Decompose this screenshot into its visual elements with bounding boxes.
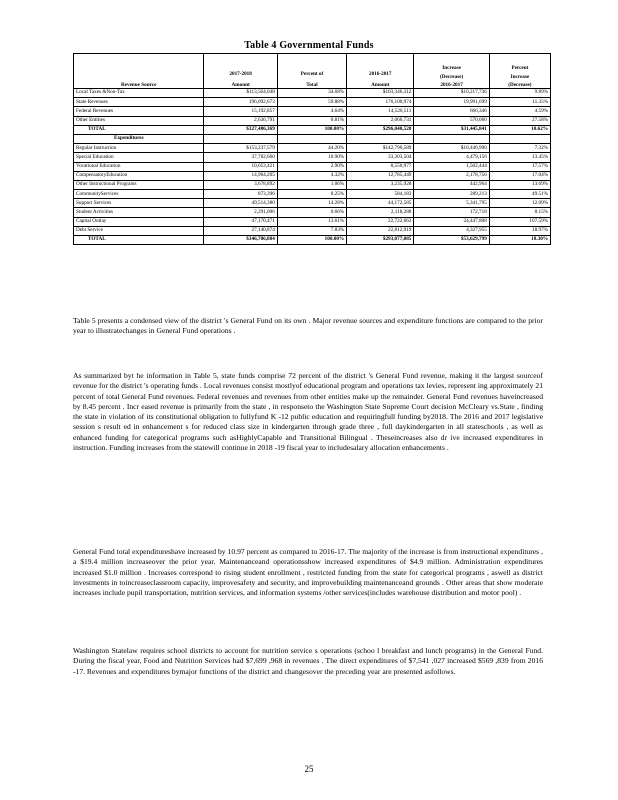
cell-change: 5,341,795 (414, 199, 489, 208)
cell-percent-change: 8.15% (489, 208, 550, 217)
cell-percent-change: 18.30% (489, 236, 550, 245)
cell-amount-2018: $153,237,579 (204, 144, 277, 153)
cell-label: Support Services (74, 199, 204, 208)
table-row (74, 107, 551, 116)
cell-percent-change: 4.59% (489, 107, 550, 116)
cell-amount-2017: 33,303,504 (347, 153, 414, 162)
table-row (74, 171, 551, 180)
cell-label: Other Instructional Programs (74, 180, 204, 189)
cell-label: Vocational Education (74, 162, 204, 171)
page-number: 25 (304, 764, 314, 774)
table-row (74, 144, 551, 153)
governmental-funds-table (73, 53, 551, 245)
cell-amount-2017: 176,100,974 (347, 98, 414, 107)
cell-percent: 100.00% (277, 125, 346, 134)
cell-percent-change: 27.58% (489, 116, 550, 125)
cell-percent-change: 10.62% (489, 125, 550, 134)
cell-label: Other Entities (74, 116, 204, 125)
paragraph-4: Washington Statelaw requires school districts to account for nutrition service s operations (schoo l breakfast and lunch programs) in the General Fund. During the fiscal year, Food and Nutrition Services had $7,699 ,968 in revenues . The direct expenditures of $7,541 ,027 increased $569 ,839 from 2016 -17. Revenues and expenditures bymajor functions of the district and changesover the preceding year are presented asfollows. (73, 646, 543, 676)
table-row (74, 217, 551, 226)
empty-cell (277, 134, 346, 143)
cell-amount-2018: 47,170,471 (204, 217, 277, 226)
table-row (74, 98, 551, 107)
cell-percent-change: 7.32% (489, 144, 550, 153)
cell-amount-2017: $142,790,589 (347, 144, 414, 153)
expenditures-heading-row (74, 134, 551, 143)
cell-amount-2017: 22,722,663 (347, 217, 414, 226)
table-row (74, 180, 551, 189)
cell-label: Capital Outlay (74, 217, 204, 226)
cell-percent: 0.25% (277, 190, 346, 199)
cell-amount-2018: 49,514,380 (204, 199, 277, 208)
cell-change: 570,060 (414, 116, 489, 125)
cell-change: $10,446,990 (414, 144, 489, 153)
expenditures-heading: Expenditures (74, 134, 204, 143)
cell-percent: 10.90% (277, 153, 346, 162)
cell-amount-2018: 2,636,791 (204, 116, 277, 125)
cell-percent: 0.66% (277, 208, 346, 217)
cell-amount-2018: $346,706,884 (204, 236, 277, 245)
cell-amount-2018: 37,782,660 (204, 153, 277, 162)
cell-change: 2,178,756 (414, 171, 489, 180)
table-row (74, 199, 551, 208)
cell-percent-change: 17.57% (489, 162, 550, 171)
cell-label: Debt Service (74, 226, 204, 235)
cell-amount-2017: $293,077,085 (347, 236, 414, 245)
cell-change: 19,991,699 (414, 98, 489, 107)
cell-change: 289,213 (414, 190, 489, 199)
cell-percent: 59.88% (277, 98, 346, 107)
cell-amount-2017: 2,066,731 (347, 116, 414, 125)
cell-amount-2017: 8,550,977 (347, 162, 414, 171)
header-percent-increase: Percent Increase (Decrease) (489, 54, 550, 89)
cell-label: Regular Instruction (74, 144, 204, 153)
cell-label: Special Education (74, 153, 204, 162)
revenue-total-row (74, 125, 551, 134)
table-row (74, 153, 551, 162)
cell-label: Student Activities (74, 208, 204, 217)
paragraph-1: Table 5 presents a condensed view of the district 's General Fund on its own . Major revenue sources and expenditure functions are compared to the prior year to illustratechanges in General Fund operations . (73, 316, 543, 336)
cell-amount-2018: $113,564,048 (204, 89, 277, 98)
expenditure-total-row (74, 236, 551, 245)
table-row (74, 116, 551, 125)
cell-label: Federal Revenues (74, 107, 204, 116)
cell-percent-change: 18.97% (489, 226, 550, 235)
cell-percent: 13.61% (277, 217, 346, 226)
cell-percent: 7.83% (277, 226, 346, 235)
cell-change: 4,327,955 (414, 226, 489, 235)
table-row (74, 190, 551, 199)
cell-label: TOTAL (74, 125, 204, 134)
cell-percent-change: 17.04% (489, 171, 550, 180)
cell-amount-2017: 44,172,585 (347, 199, 414, 208)
empty-cell (414, 134, 489, 143)
cell-change: $10,217,736 (414, 89, 489, 98)
cell-percent: 14.28% (277, 199, 346, 208)
cell-percent-change: 9.89% (489, 89, 550, 98)
cell-amount-2017: $103,346,312 (347, 89, 414, 98)
cell-amount-2017: 12,785,449 (347, 171, 414, 180)
cell-amount-2017: $296,040,528 (347, 125, 414, 134)
cell-percent: 4.64% (277, 107, 346, 116)
cell-percent: 4.32% (277, 171, 346, 180)
cell-percent-change: 11.35% (489, 98, 550, 107)
cell-amount-2018: 27,140,874 (204, 226, 277, 235)
empty-cell (347, 134, 414, 143)
cell-percent: 0.81% (277, 116, 346, 125)
cell-label: CompensatoryEducation (74, 171, 204, 180)
cell-change: $31,445,841 (414, 125, 489, 134)
cell-change: 24,447,808 (414, 217, 489, 226)
header-revenue-source: Revenue Source (74, 54, 204, 89)
cell-label: CommunityServices (74, 190, 204, 199)
table-title: Table 4 Governmental Funds (244, 40, 374, 51)
table-header-row (74, 54, 551, 89)
cell-amount-2018: 873,396 (204, 190, 277, 199)
cell-amount-2018: 15,192,857 (204, 107, 277, 116)
cell-amount-2018: 3,678,892 (204, 180, 277, 189)
cell-percent: 2.90% (277, 162, 346, 171)
cell-percent-change: 13.69% (489, 180, 550, 189)
table-row (74, 162, 551, 171)
cell-change: 666,346 (414, 107, 489, 116)
cell-amount-2017: 14,526,511 (347, 107, 414, 116)
cell-percent-change: 107.59% (489, 217, 550, 226)
cell-amount-2018: 196,092,673 (204, 98, 277, 107)
header-increase: Increase (Decrease) 2016-2017 (414, 54, 489, 89)
cell-change: 1,502,444 (414, 162, 489, 171)
cell-percent-change: 49.51% (489, 190, 550, 199)
cell-change: 172,718 (414, 208, 489, 217)
cell-percent-change: 13.45% (489, 153, 550, 162)
cell-label: TOTAL (74, 236, 204, 245)
cell-change: $53,629,799 (414, 236, 489, 245)
cell-change: 442,964 (414, 180, 489, 189)
paragraph-2: As summarized byt he information in Table 5, state funds comprise 72 percent of the district 's General Fund revenue, making it the largest sourceof revenue for the district 's operating funds . Local revenues consist mostlyof educational program and operations tax levies, represent ing approximately 21 percent of total General Fund revenues. Federal revenues and revenues from other entities make up the remainder. General Fund revenues haveincreased by 8.45 percent . Incr eased revenue is primarily from the state , in responseto the Washington State Supreme Court decision McCleary vs.State , finding the state in violation of its constitutional obligation to fullyfund K -12 public education and requiringfull funding by2018. The 2016 and 2017 legislative session s result ed in enhancement s for reduced class size in kindergarten through grade three , full daykindergarten in all stateschools , as well as enhanced funding for categorical programs such asHighlyCapable and Transitional Bilingual . Theseincreases also dr ive increased expenditures in instruction. Funding increases from the statewill continue in 2018 -19 fiscal year to includesalary allocation enhancements . (73, 371, 543, 453)
cell-amount-2018: $327,486,369 (204, 125, 277, 134)
cell-percent: 1.06% (277, 180, 346, 189)
empty-cell (489, 134, 550, 143)
cell-percent: 100.00% (277, 236, 346, 245)
cell-amount-2018: 10,053,421 (204, 162, 277, 171)
table-row (74, 226, 551, 235)
cell-amount-2017: 22,812,919 (347, 226, 414, 235)
cell-percent: 34.68% (277, 89, 346, 98)
cell-amount-2017: 2,118,288 (347, 208, 414, 217)
header-percent-total: Percent of Total (277, 54, 346, 89)
cell-amount-2018: 2,291,006 (204, 208, 277, 217)
cell-percent-change: 12.09% (489, 199, 550, 208)
header-fy2: 2016-2017 Amount (347, 54, 414, 89)
cell-label: Local Taxes &Non-Tax (74, 89, 204, 98)
table-row (74, 89, 551, 98)
cell-label: State Revenues (74, 98, 204, 107)
table-row (74, 208, 551, 217)
cell-change: 4,479,156 (414, 153, 489, 162)
cell-amount-2018: 14,964,205 (204, 171, 277, 180)
cell-amount-2017: 584,183 (347, 190, 414, 199)
header-fy1: 2017-2018 Amount (204, 54, 277, 89)
empty-cell (204, 134, 277, 143)
cell-amount-2017: 3,235,928 (347, 180, 414, 189)
paragraph-3: General Fund total expenditureshave increased by 10.97 percent as compared to 2016-17. The majority of the increase is from instructional expenditures , a $19.4 million increaseover the prior year. Maintenanceand operationsshow increased expenditures of $4.9 million. Administration expenditures increased $1.0 million . Increases correspond to rising student enrollment , restricted funding from the state for categorical programs , aswell as district investments in toincreaseclassroom capacity, improvesafety and security, and improvebuilding maintenanceand grounds . Other areas that show moderate increases include pupil transportation, nutrition services, and information systems /other services(includes warehouse distribution and motor pool) . (73, 547, 543, 598)
cell-percent: 44.20% (277, 144, 346, 153)
